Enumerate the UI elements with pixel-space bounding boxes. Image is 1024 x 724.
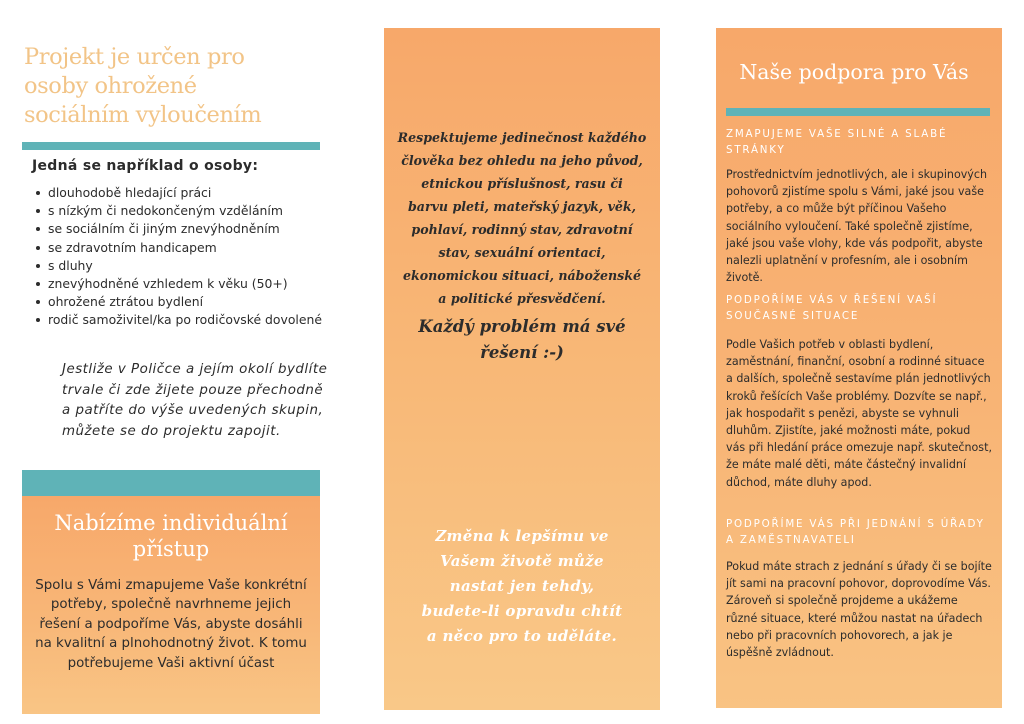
- list-item: ohrožené ztrátou bydlení: [32, 293, 322, 311]
- text-line: řešení :-): [480, 343, 564, 362]
- left-title-line: Projekt je určen pro: [24, 44, 245, 70]
- left-panel: [22, 0, 328, 724]
- section-text: Pokud máte strach z jednání s úřady či se bojíte jít sami na pracovní pohovor, doprovodíme Vás. Zároveň si společně projdeme a ukážeme různé situace, které můžou nastat na úřadech nebo při pracovních pohovorech, a jak je úspěšně zvládnout.: [726, 560, 992, 660]
- section-heading: ZMAPUJEME VAŠE SILNÉ A SLABÉ STRÁNKY: [726, 128, 948, 156]
- text-line: a něco pro to uděláte.: [426, 627, 618, 645]
- text-line: Změna k lepšímu ve: [435, 527, 609, 545]
- teal-band: [22, 470, 320, 496]
- box-text: Spolu s Vámi zmapujeme Vaše konkrétní potřeby, společně navrhneme jejich řešení a podpoříme Vás, abyste dosáhli na kvalitní a plnohodnotný život. K tomu potřebujeme Vaši aktivní účast: [35, 578, 307, 671]
- left-title-line: sociálním vyloučením: [24, 102, 262, 128]
- text-line: člověka bez ohledu na jeho původ,: [401, 153, 643, 168]
- list-item: se sociálním či jiným znevýhodněním: [32, 220, 322, 238]
- text-line: Respektujeme jedinečnost každého: [397, 130, 647, 145]
- teal-divider: [22, 142, 320, 150]
- text-line: nastat jen tehdy,: [449, 577, 595, 595]
- text-line: Každý problém má své: [418, 317, 626, 336]
- text-line: stav, sexuální orientaci,: [438, 245, 606, 260]
- section-heading: PODPOŘÍME VÁS V ŘEŠENÍ VAŠÍ SOUČASNÉ SITUACE: [726, 294, 938, 322]
- eligibility-note: Jestliže v Poličce a jejím okolí bydlíte trvale či zde žijete pouze přechodně a patříte do výše uvedených skupin, můžete se do projektu zapojit.: [62, 362, 328, 439]
- list-item: s dluhy: [32, 257, 322, 275]
- change-quote: [390, 524, 654, 649]
- left-title: [24, 43, 324, 130]
- list-item: se zdravotním handicapem: [32, 239, 322, 257]
- text-line: etnickou příslušnost, rasu či: [421, 176, 623, 191]
- box-title: [22, 510, 320, 562]
- section-text: Podle Vašich potřeb v oblasti bydlení, zaměstnání, finanční, osobní a rodinné situace a dalších, společně sestavíme plán jednotlivých kroků řešících Vaše problémy. Dozvíte se např., jak hospodařit s penězi, abyste se vyhnuli dluhům. Zjistíte, jaké možnosti máte, pokud vás při hledání práce omezuje např. skutečnost, že máte malé děti, máte částečný invalidní důchod, máte dluhy apod.: [726, 338, 992, 489]
- text-line: pohlaví, rodinný stav, zdravotní: [411, 222, 633, 237]
- section-text: Prostřednictvím jednotlivých, ale i skupinových pohovorů zjistíme spolu s Vámi, jaké jsou vaše potřeby, a co může být příčinou Vašeho sociálního vyloučení. Také společně zjistíme, jaké jsou vaše vlohy, kde vás podpořit, abyste nalezli uplatnění v profesním, ale i osobním životě.: [726, 168, 987, 285]
- teal-divider: [726, 108, 990, 116]
- list-item: znevýhodněné vzhledem k věku (50+): [32, 275, 322, 293]
- list-item: dlouhodobě hledající práci: [32, 184, 322, 202]
- text-line: Vašem životě může: [440, 552, 604, 570]
- individual-approach-box: [22, 496, 320, 714]
- list-item: s nízkým či nedokončeným vzděláním: [32, 202, 322, 220]
- text-line: barvu pleti, mateřský jazyk, věk,: [407, 199, 637, 214]
- list-item: rodič samoživitel/ka po rodičovské dovolené: [32, 311, 322, 329]
- slogan: [390, 314, 654, 366]
- persons-list: [32, 184, 322, 330]
- box-title-line: Nabízíme individuální: [54, 511, 288, 535]
- text-line: a politické přesvědčení.: [438, 291, 606, 306]
- left-title-line: osoby ohrožené: [24, 73, 197, 99]
- text-line: budete-li opravdu chtít: [421, 602, 623, 620]
- section-heading: PODPOŘÍME VÁS PŘI JEDNÁNÍ S ÚŘADY A ZAMĚSTNAVATELI: [726, 518, 985, 546]
- middle-panel: [384, 28, 660, 710]
- support-title: Naše podpora pro Vás: [739, 60, 969, 84]
- box-title-line: přístup: [132, 537, 210, 561]
- persons-intro: Jedná se například o osoby:: [32, 158, 259, 174]
- text-line: ekonomickou situaci, náboženské: [402, 268, 642, 283]
- right-panel: [716, 28, 1002, 708]
- respect-paragraph: [390, 126, 654, 310]
